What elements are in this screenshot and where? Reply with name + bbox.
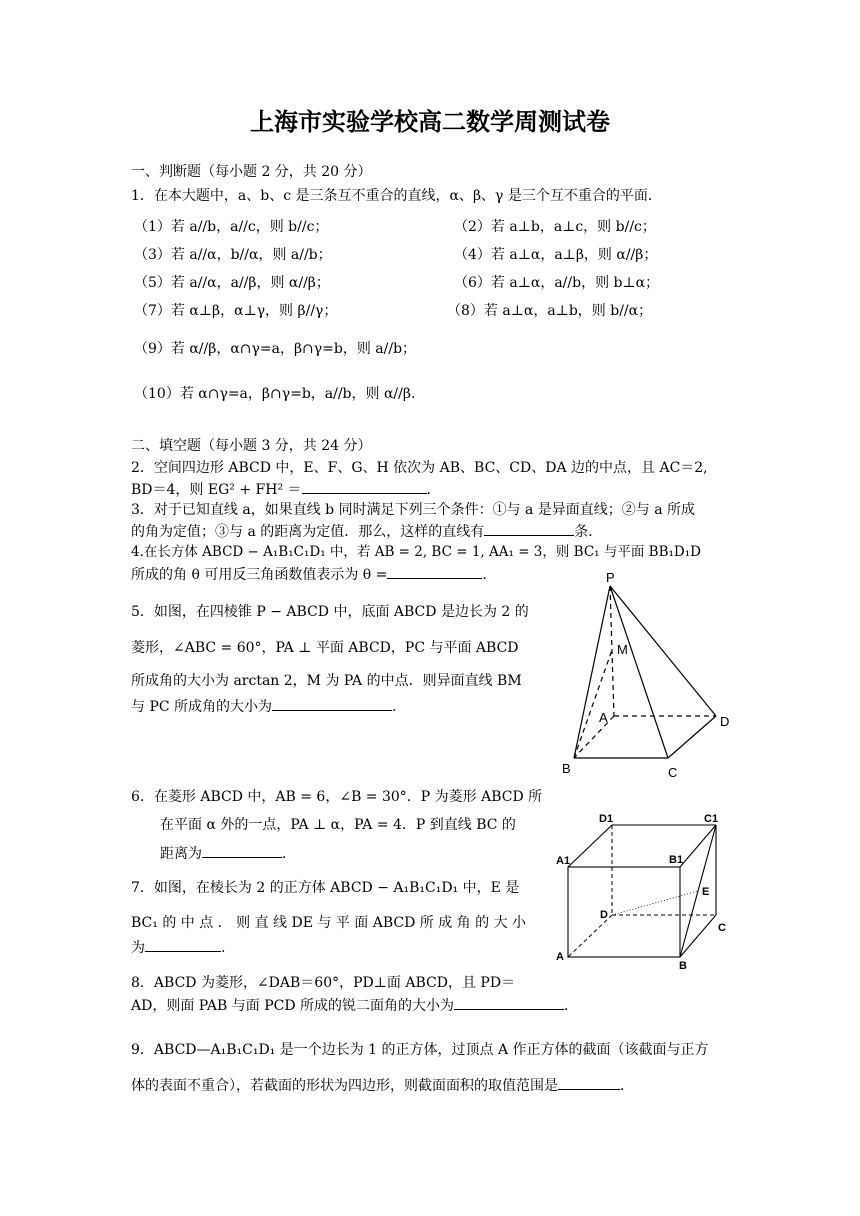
edge-a1d1 xyxy=(568,825,612,867)
q2-answer-blank[interactable] xyxy=(302,479,427,494)
q3-answer-blank[interactable] xyxy=(484,521,574,536)
q5-period: . xyxy=(392,699,397,715)
q2-line2 xyxy=(131,479,431,500)
q1-item-9: （9）若 α//β，α∩γ=a，β∩γ=b，则 a//b； xyxy=(134,341,417,357)
edge-cd xyxy=(668,716,716,758)
edge-ab xyxy=(574,716,614,758)
label-c1: C1 xyxy=(704,813,719,825)
q4-line1: 4.在长方体 ABCD − A₁B₁C₁D₁ 中，若 AB = 2, BC = 1, AA₁ = 3，则 BC₁ 与平面 BB₁D₁D xyxy=(131,544,701,560)
q4-text: 所成的角 θ 可用反三角函数值表示为 θ = xyxy=(131,567,388,583)
q5-line2: 菱形，∠ABC = 60°，PA ⊥ 平面 ABCD，PC 与平面 ABCD xyxy=(131,640,519,656)
q6-text: 距离为 xyxy=(160,846,202,862)
q4-answer-blank[interactable] xyxy=(387,564,482,579)
q1-item-8: （8）若 a⊥α，a⊥b，则 b//α； xyxy=(447,303,653,319)
label-a: A xyxy=(599,710,608,725)
label-p: P xyxy=(606,572,615,585)
q7-line1: 7．如图，在棱长为 2 的正方体 ABCD − A₁B₁C₁D₁ 中，E 是 xyxy=(131,880,520,896)
label-d1: D1 xyxy=(599,813,614,825)
label-b: B xyxy=(562,761,571,776)
q3-tail: 条. xyxy=(574,524,593,540)
edge-pa xyxy=(610,586,614,716)
section1-heading: 一、判断题（每小题 2 分，共 20 分） xyxy=(131,164,372,180)
segment-de xyxy=(612,891,698,915)
q5-answer-blank[interactable] xyxy=(272,696,392,711)
q1-item-7: （7）若 α⊥β，α⊥γ，则 β//γ； xyxy=(134,303,338,319)
q4-period: . xyxy=(482,567,487,583)
q1-item-4: （4）若 a⊥α，a⊥β，则 α//β； xyxy=(454,247,658,263)
q1-intro: 1．在本大题中，a、b、c 是三条互不重合的直线，α、β、γ 是三个互不重合的平面． xyxy=(131,188,662,204)
q1-item-6: （6）若 a⊥α，a//b，则 b⊥α； xyxy=(454,275,660,291)
q1-item-10: （10）若 α∩γ=a，β∩γ=b，a//b，则 α//β． xyxy=(134,386,425,402)
q5-text: 与 PC 所成角的大小为 xyxy=(131,699,273,715)
q3-line2 xyxy=(131,521,593,542)
q3-text: 的角为定值；③与 a 的距离为定值．那么，这样的直线有 xyxy=(131,524,485,540)
q9-answer-blank[interactable] xyxy=(558,1075,620,1090)
q2-text: BD＝4，则 EG² + FH² ＝ xyxy=(131,482,302,498)
label-d: D xyxy=(600,909,608,921)
q7-text: 为 xyxy=(131,940,145,956)
q6-line3 xyxy=(160,843,286,864)
page-title: 上海市实验学校高二数学周测试卷 xyxy=(250,108,610,136)
edge-ad xyxy=(568,915,612,957)
section2-heading: 二、填空题（每小题 3 分，共 24 分） xyxy=(131,438,372,454)
label-a: A xyxy=(556,951,564,963)
q6-period: . xyxy=(282,846,287,862)
q8-answer-blank[interactable] xyxy=(454,995,564,1010)
q7-period: . xyxy=(221,940,226,956)
label-a1: A1 xyxy=(556,855,571,867)
q6-answer-blank[interactable] xyxy=(202,843,282,858)
edge-pc xyxy=(610,586,668,758)
q6-line1: 6．在菱形 ABCD 中，AB = 6，∠B = 30°．P 为菱形 ABCD 所 xyxy=(131,789,543,805)
q9-line2 xyxy=(131,1075,624,1096)
q7-line3 xyxy=(131,937,225,958)
q8-line2 xyxy=(131,995,568,1016)
label-e: E xyxy=(702,886,710,898)
q2-line1: 2．空间四边形 ABCD 中，E、F、G、H 依次为 AB、BC、CD、DA 边的中点，且 AC＝2, xyxy=(131,460,708,476)
label-b1: B1 xyxy=(669,854,684,866)
q7-line2: BC₁ 的 中 点 ． 则 直 线 DE 与 平 面 ABCD 所 成 角 的 大 小 xyxy=(131,915,527,931)
q8-text: AD，则面 PAB 与面 PCD 所成的锐二面角的大小为 xyxy=(131,998,455,1014)
q9-period: . xyxy=(620,1078,625,1094)
q9-text: 体的表面不重合），若截面的形状为四边形，则截面面积的取值范围是 xyxy=(131,1078,558,1094)
q8-period: . xyxy=(564,998,569,1014)
q1-item-2: （2）若 a⊥b，a⊥c，则 b//c； xyxy=(454,219,656,235)
label-d: D xyxy=(720,714,730,729)
q8-line1: 8．ABCD 为菱形，∠DAB＝60°，PD⊥面 ABCD，且 PD＝ xyxy=(131,975,516,991)
q3-line1: 3．对于已知直线 a，如果直线 b 同时满足下列三个条件：①与 a 是异面直线；②与 a 所成 xyxy=(131,502,696,518)
q1-item-5: （5）若 a//α，a//β，则 α//β； xyxy=(134,275,330,291)
label-m: M xyxy=(617,642,628,657)
q6-line2: 在平面 α 外的一点，PA ⊥ α，PA = 4．P 到直线 BC 的 xyxy=(160,817,516,833)
q1-item-1: （1）若 a//b，a//c，则 b//c； xyxy=(134,219,329,235)
q5-line3: 所成角的大小为 arctan 2，M 为 PA 的中点．则异面直线 BM xyxy=(131,673,522,689)
q4-line2 xyxy=(131,564,487,585)
label-b: B xyxy=(679,960,687,972)
q1-item-3: （3）若 a//α，b//α，则 a//b； xyxy=(134,247,332,263)
q7-answer-blank[interactable] xyxy=(145,937,221,952)
label-c: C xyxy=(718,922,726,934)
label-c: C xyxy=(668,765,678,780)
q5-line1: 5．如图，在四棱锥 P − ABCD 中，底面 ABCD 是边长为 2 的 xyxy=(131,604,529,620)
pyramid-figure xyxy=(556,572,736,782)
q2-period: . xyxy=(426,482,431,498)
q5-line4 xyxy=(131,696,397,717)
cube-figure xyxy=(552,808,737,973)
q9-line1: 9．ABCD—A₁B₁C₁D₁ 是一个边长为 1 的正方体，过顶点 A 作正方体的截面（该截面与正方 xyxy=(131,1042,709,1058)
